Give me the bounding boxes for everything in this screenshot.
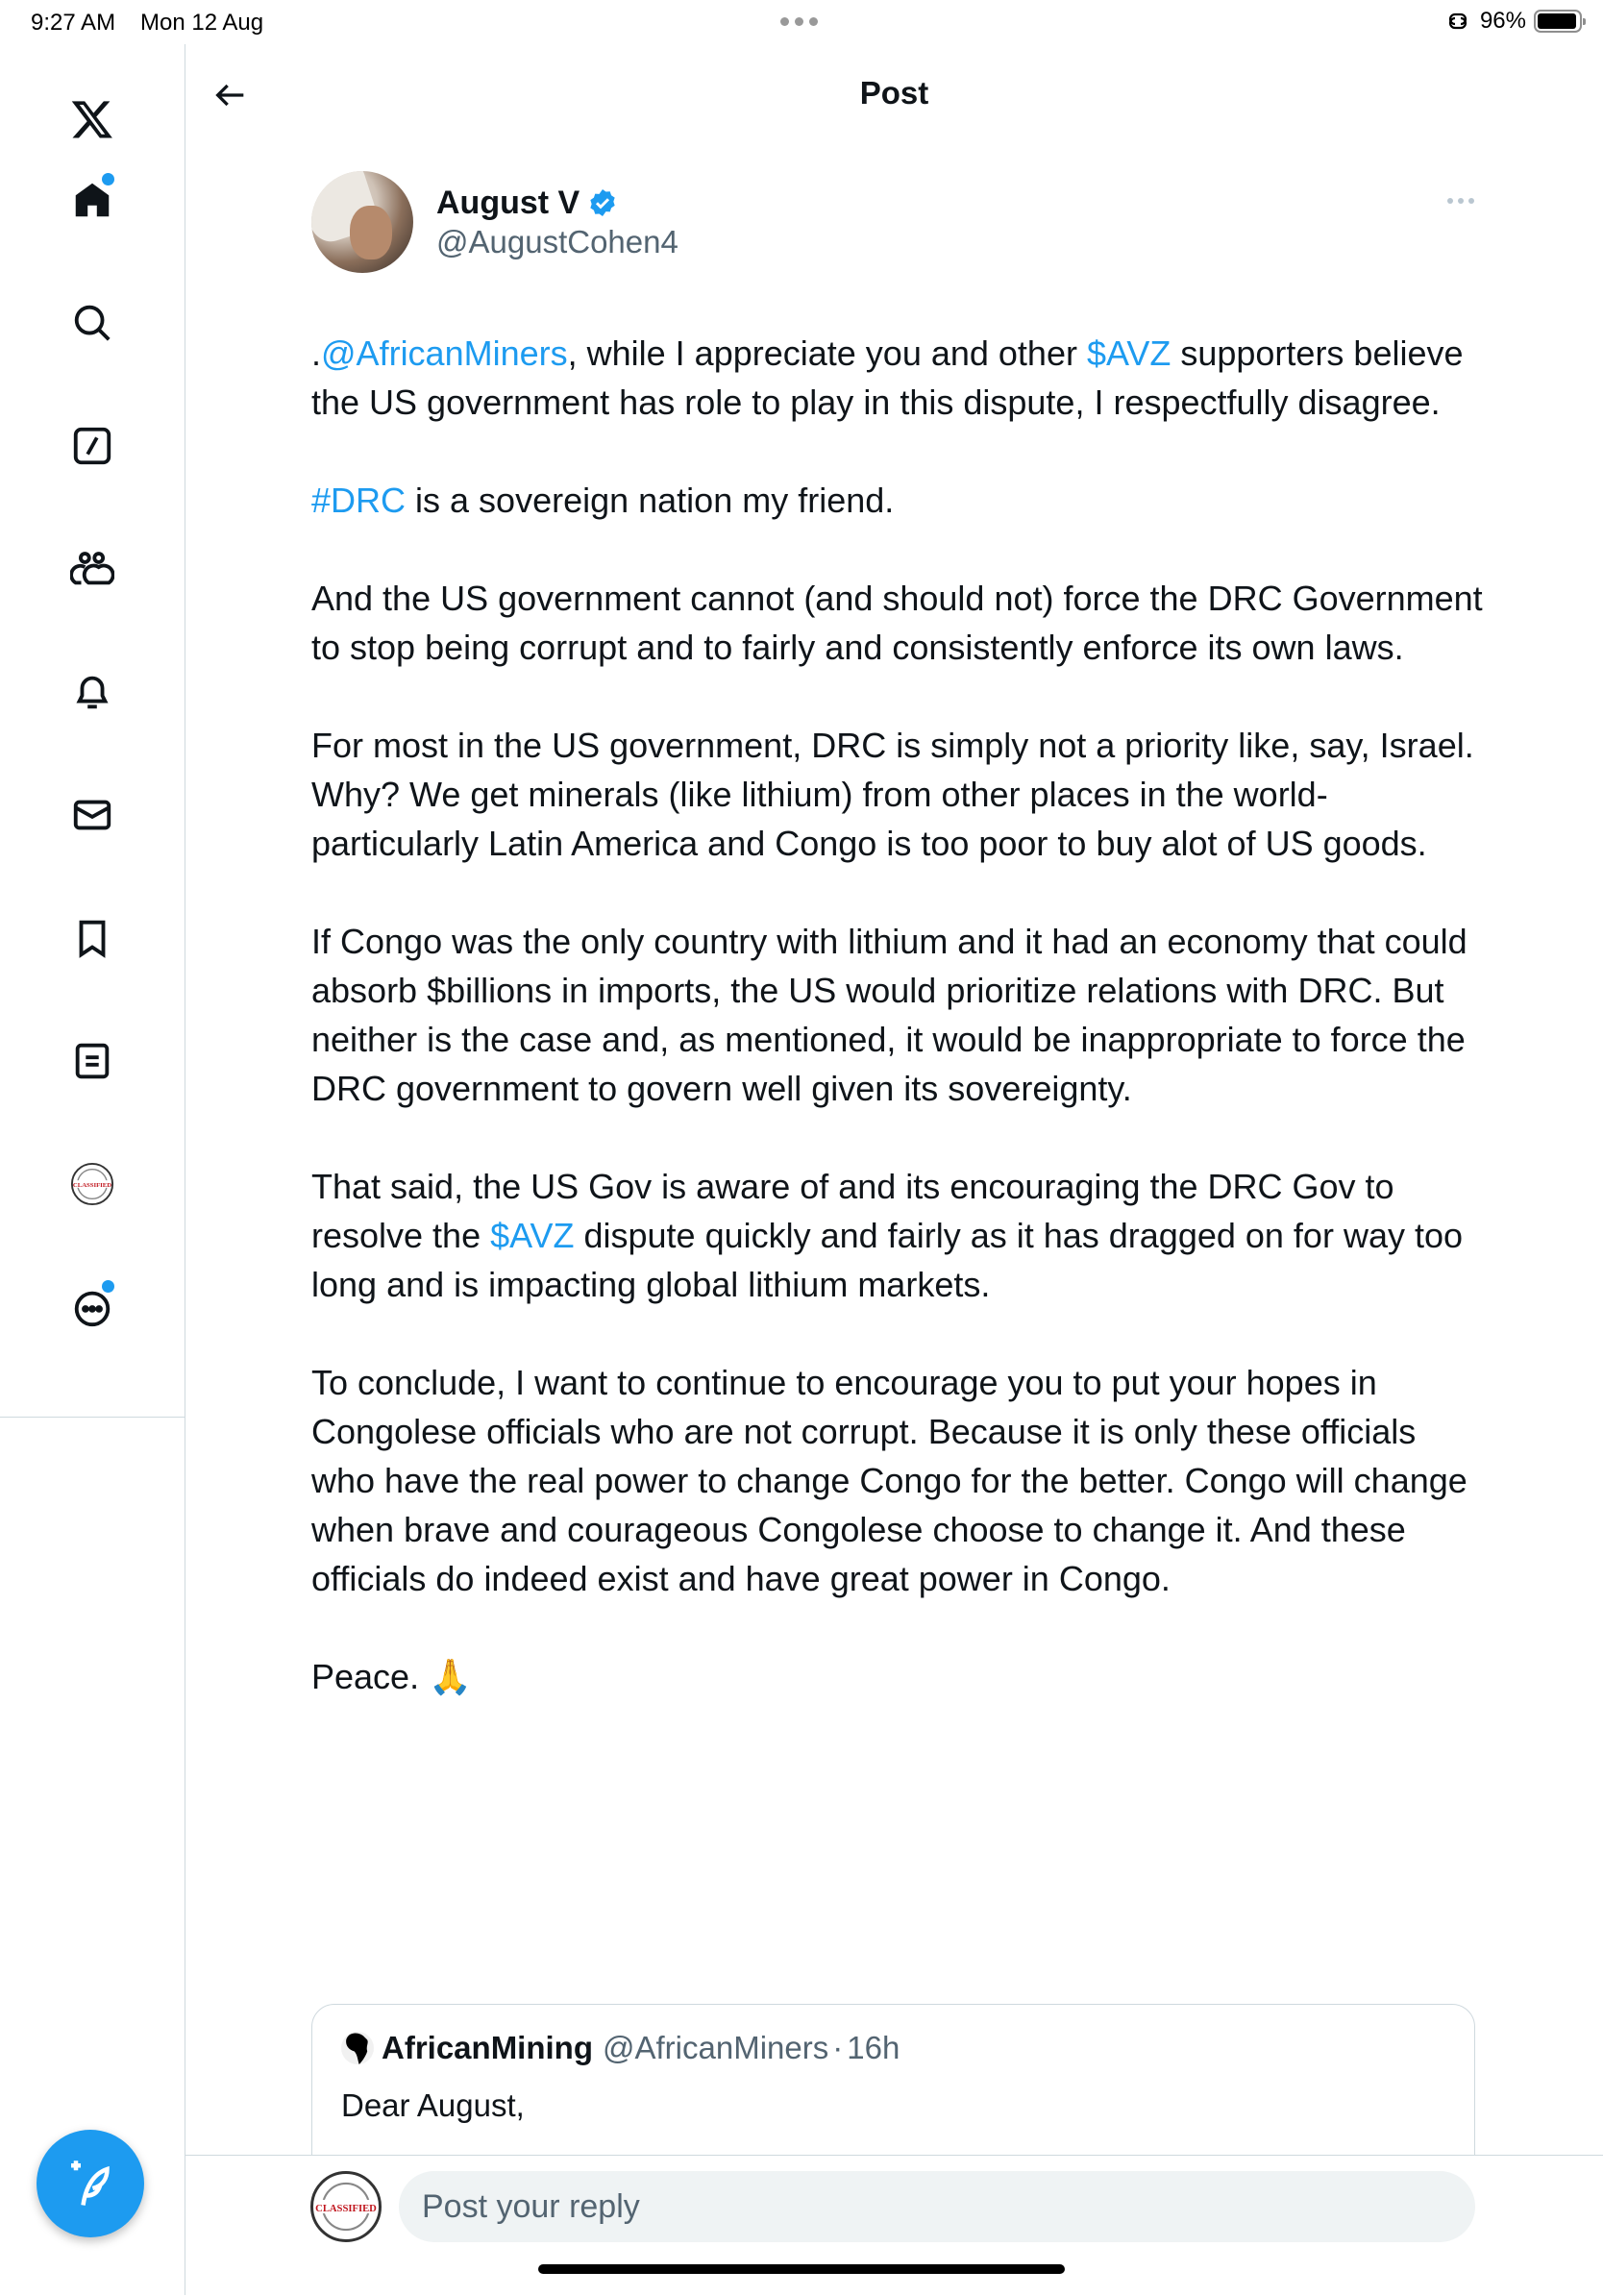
status-date: Mon 12 Aug xyxy=(140,10,264,36)
post-text: . xyxy=(311,333,322,373)
reply-user-avatar xyxy=(310,2171,382,2242)
post-paragraph xyxy=(311,917,1484,1113)
sidebar-divider xyxy=(0,1417,185,1418)
sidebar-item-x-logo[interactable] xyxy=(63,90,121,148)
svg-text:CLASSIFIED: CLASSIFIED xyxy=(315,2203,377,2214)
sidebar-item-communities[interactable] xyxy=(63,540,121,598)
post-paragraph xyxy=(311,721,1484,868)
post-text: Peace. 🙏 xyxy=(311,1657,472,1696)
page-title: Post xyxy=(859,75,929,111)
quote-separator: · xyxy=(832,2030,844,2065)
multitasking-dots[interactable] xyxy=(780,17,818,26)
post-body xyxy=(311,329,1484,1750)
cashtag-link[interactable]: $AVZ xyxy=(1086,333,1171,373)
x-logo-icon xyxy=(70,97,114,141)
quote-author-name: AfricanMining xyxy=(382,2030,593,2065)
sidebar-item-more[interactable] xyxy=(63,1278,121,1336)
mail-icon xyxy=(70,793,114,837)
home-indicator[interactable] xyxy=(538,2264,1065,2274)
more-notification-dot xyxy=(102,1280,114,1293)
link-icon xyxy=(1443,12,1472,31)
sidebar-item-messages[interactable] xyxy=(63,786,121,844)
author-name[interactable]: August V xyxy=(436,184,580,221)
post-text: supporters believe the US government has role to play in this dispute, I respectfully disagree. xyxy=(311,333,1464,422)
compose-post-button[interactable] xyxy=(37,2130,144,2237)
hashtag-link[interactable]: #DRC xyxy=(311,481,407,520)
cashtag-link[interactable]: $AVZ xyxy=(490,1216,575,1255)
post-paragraph xyxy=(311,574,1484,672)
status-time: 9:27 AM xyxy=(31,10,116,36)
post-paragraph xyxy=(311,476,1484,525)
bell-icon xyxy=(70,670,114,714)
post-paragraph xyxy=(311,1652,1484,1701)
post-text: That said, the US Gov is aware of and its encouraging the DRC Gov to resolve the xyxy=(311,1167,1394,1255)
battery-icon xyxy=(1534,10,1582,33)
search-icon xyxy=(70,301,114,345)
mention-link[interactable]: @AfricanMiners xyxy=(321,333,568,373)
post-text: is a sovereign nation my friend. xyxy=(406,481,895,520)
slash-box-icon xyxy=(70,424,114,468)
people-icon xyxy=(70,547,114,591)
profile-avatar-icon xyxy=(70,1162,114,1206)
author-avatar[interactable] xyxy=(311,171,413,273)
sidebar-nav xyxy=(0,44,185,2295)
svg-text:CLASSIFIED: CLASSIFIED xyxy=(72,1181,112,1189)
sidebar-item-home[interactable] xyxy=(63,171,121,229)
author-handle[interactable]: @AugustCohen4 xyxy=(436,223,678,259)
status-right xyxy=(1443,8,1582,35)
post-text: For most in the US government, DRC is simply not a priority like, say, Israel. Why? We get minerals (like lithium) from other places in the world- particularly Latin America and Congo is too poor to buy alot of US goods. xyxy=(311,726,1474,863)
home-notification-dot xyxy=(102,173,114,185)
post-paragraph xyxy=(311,1358,1484,1603)
africa-map-avatar-icon xyxy=(341,2030,374,2066)
reply-bar xyxy=(185,2155,1603,2296)
battery-percent: 96% xyxy=(1479,8,1526,34)
sidebar-item-explore[interactable] xyxy=(63,294,121,352)
post-paragraph xyxy=(311,329,1484,427)
sidebar-item-grok[interactable] xyxy=(63,417,121,475)
post-header xyxy=(185,44,1603,144)
status-bar xyxy=(0,0,1603,44)
sidebar-item-bookmarks[interactable] xyxy=(63,909,121,967)
reply-input[interactable] xyxy=(399,2171,1475,2242)
post-text: And the US government cannot (and should not) force the DRC Government to stop being corrupt and to fairly and consistently enforce its own laws. xyxy=(311,579,1483,667)
post-text: If Congo was the only country with lithium and it had an economy that could absorb $billions in imports, the US would prioritize relations with DRC. But neither is the case and, as mentioned, it would be inappropriate to force the DRC government to govern well given its sovereignty. xyxy=(311,922,1467,1108)
bookmark-icon xyxy=(70,916,114,960)
more-dot-icon xyxy=(1447,198,1453,204)
post-text: To conclude, I want to continue to encourage you to put your hopes in Congolese officials who are not corrupt. Because it is only these officials who have the real power to change Congo for the better. Congo will change when brave and courageous Congolese choose to change it. And these officials do indeed exist and have great power in Congo. xyxy=(311,1363,1467,1598)
post-paragraph xyxy=(311,1162,1484,1309)
post-author xyxy=(311,171,678,273)
post-text: , while I appreciate you and other xyxy=(567,333,1087,373)
quote-text: Dear August, xyxy=(341,2087,525,2123)
sidebar-item-lists[interactable] xyxy=(63,1032,121,1090)
quote-author-handle: @AfricanMiners xyxy=(603,2030,829,2065)
sidebar-item-profile[interactable] xyxy=(63,1155,121,1213)
post-more-options-button[interactable] xyxy=(1442,192,1480,210)
compose-feather-icon xyxy=(62,2155,119,2212)
verified-badge-icon xyxy=(587,187,618,218)
sidebar-item-notifications[interactable] xyxy=(63,663,121,721)
list-icon xyxy=(70,1039,114,1083)
quote-timestamp: 16h xyxy=(847,2030,900,2065)
post-text: dispute quickly and fairly as it has dragged on for way too long and is impacting global lithium markets. xyxy=(311,1216,1464,1304)
